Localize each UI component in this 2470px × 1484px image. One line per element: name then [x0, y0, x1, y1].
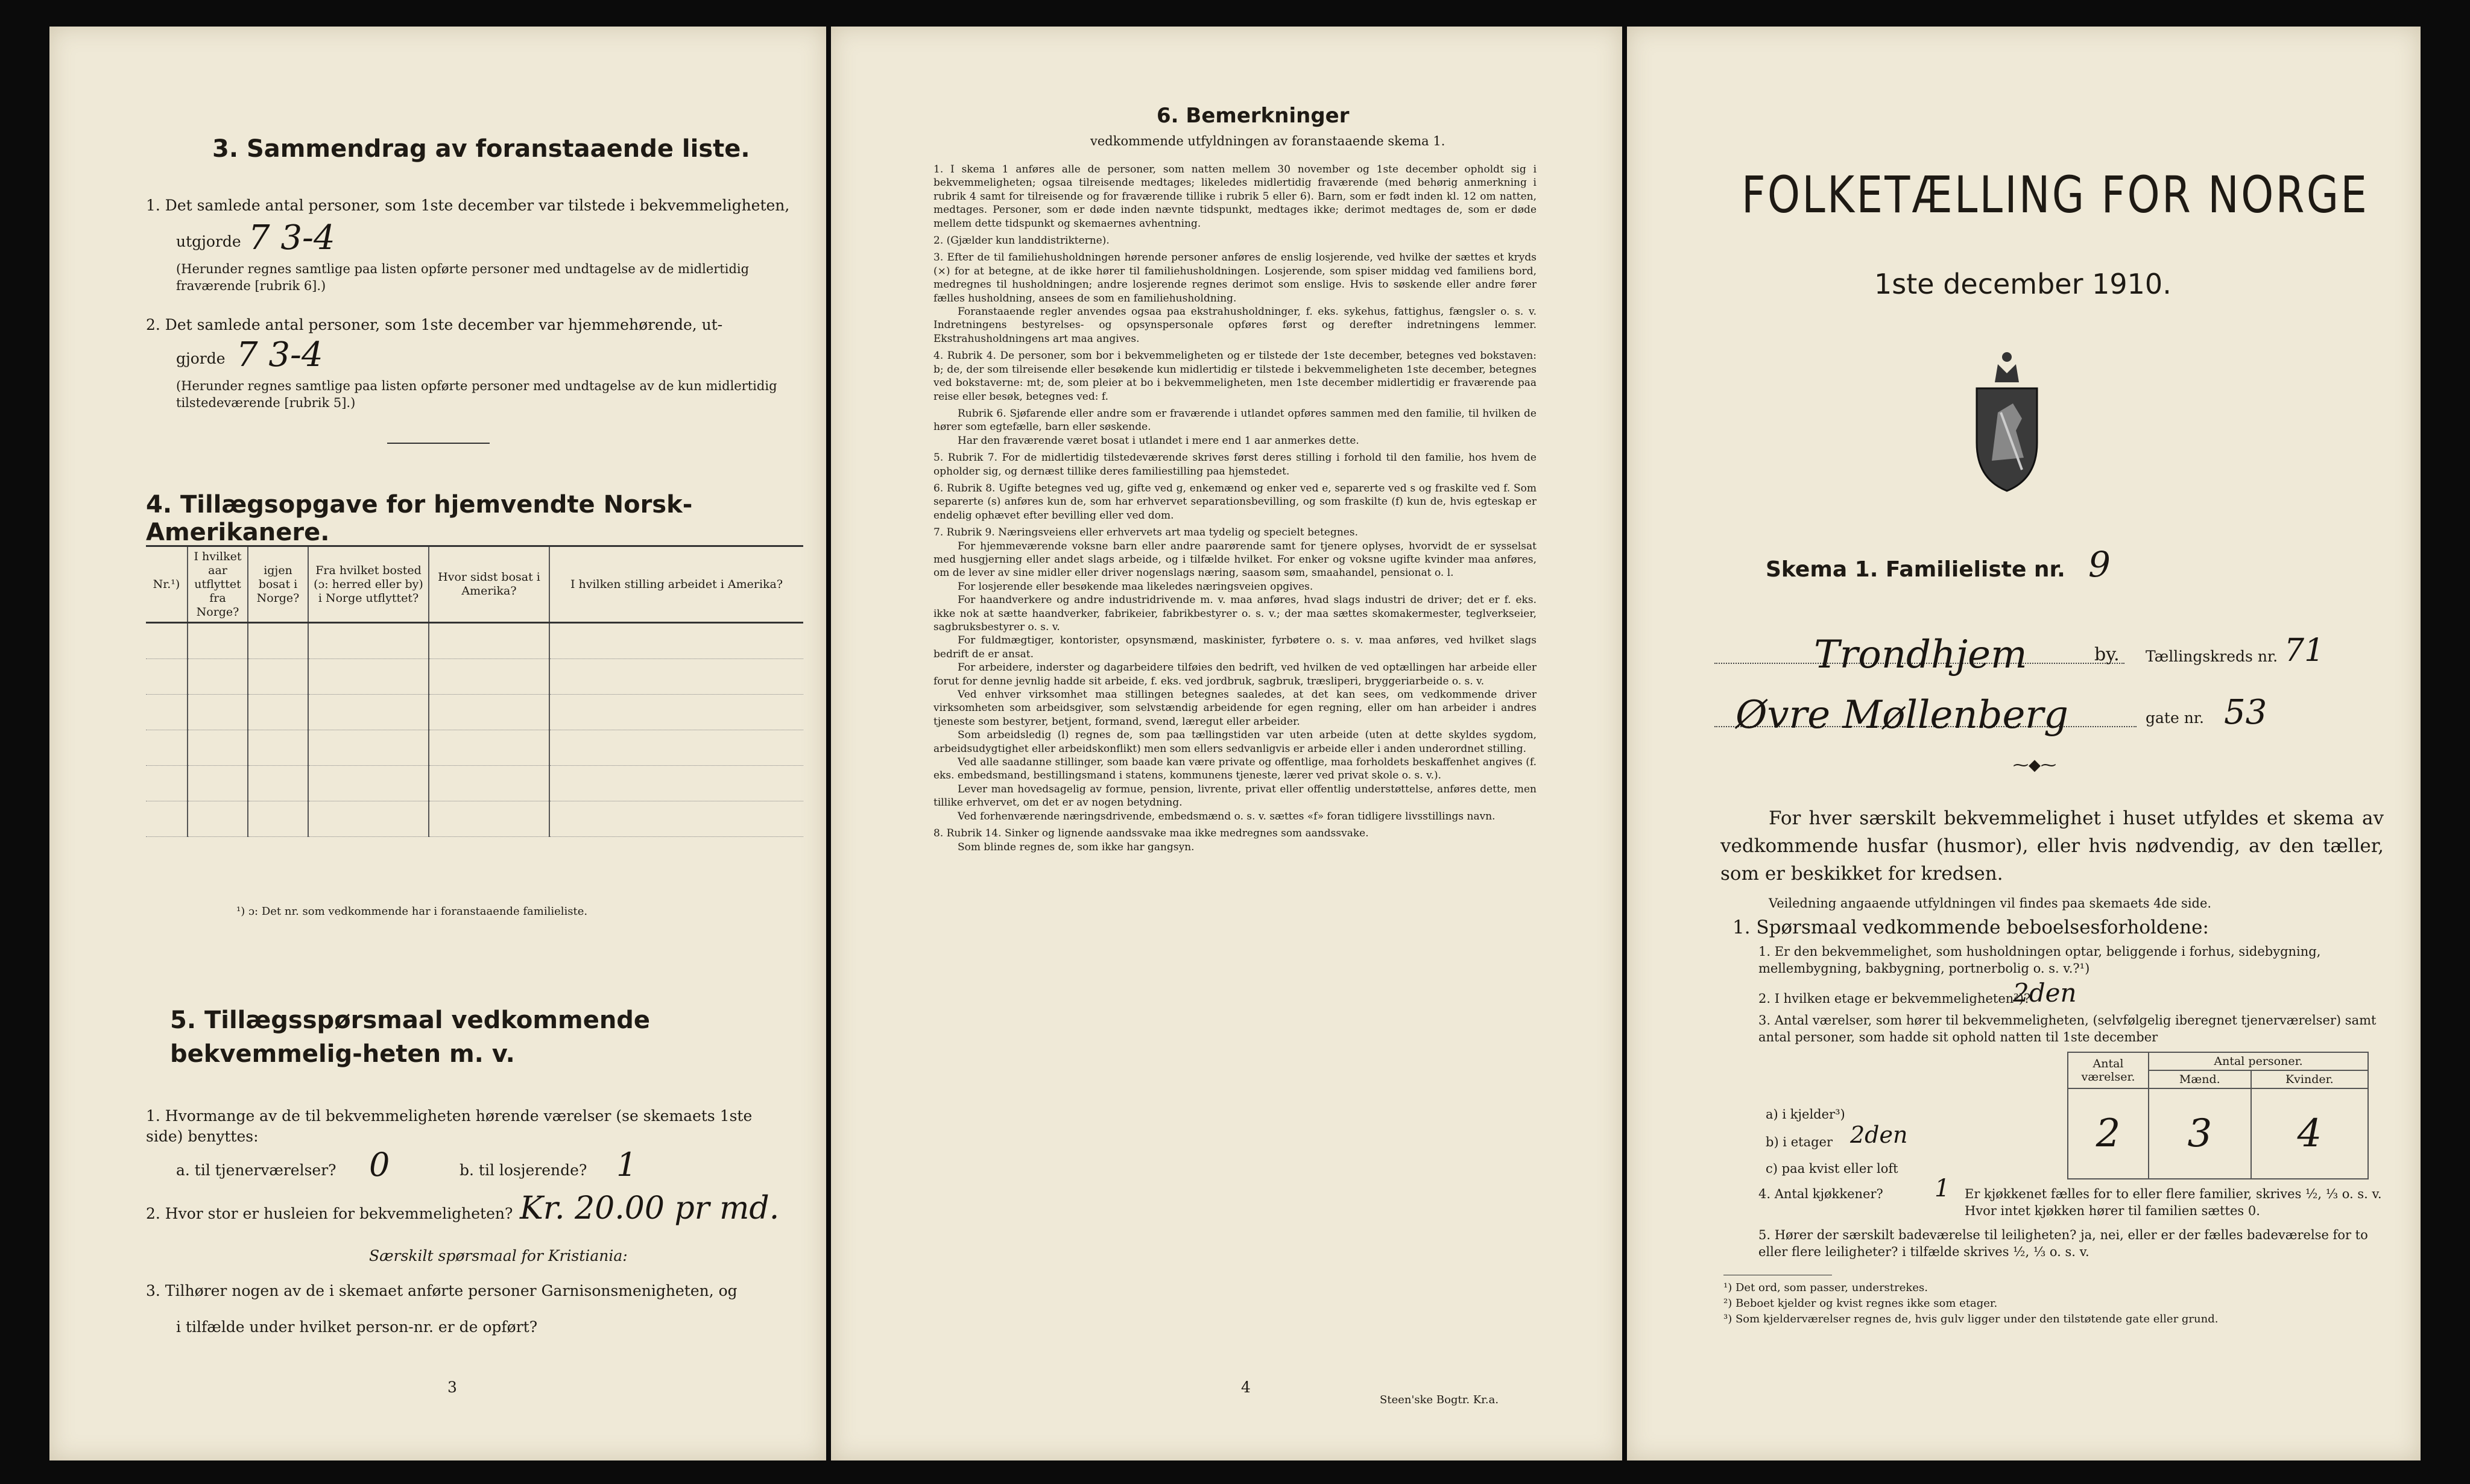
s3-q1-note: (Herunder regnes samtlige paa listen opførte personer med undtagelse av de midlertidig fraværende [rubrik 6].) [176, 262, 750, 293]
s5-question-3: 3. Tilhører nogen av de i skemaet anførte personer Garnisonsmenigheten, og [146, 1282, 738, 1299]
bemerkninger-subtitle: vedkommende utfyldningen av foranstaaende skema 1. [1090, 134, 1445, 148]
table-row [146, 659, 803, 695]
s5-question-2: 2. Hvor stor er husleien for bekvemmeligheten? [146, 1205, 513, 1222]
footnote-3: ³) Som kjelderværelser regnes de, hvis gulv ligger under den tilstøtende gate eller grund. [1723, 1313, 2219, 1325]
col-amerika: Hvor sidst bosat i Amerika? [429, 546, 549, 623]
bemerkninger-list [933, 163, 1537, 854]
header-men: Mænd. [2149, 1070, 2251, 1088]
s5-q1a-label: a. til tjenerværelser? [176, 1161, 336, 1179]
note: Ved enhver virksomhet maa stillingen betegnes saaledes, at det kan sees, om vedkommende driver virksomheten som arbeidsgiver, som selvstændig arbeidende for egen regning, eller om han arbeider i andres tjeneste som bestyrer, betjent, formand, svend, læregut eller arbeider. [933, 689, 1537, 728]
coat-of-arms-icon [1965, 340, 2049, 497]
questions-title: 1. Spørsmaal vedkommende beboelsesforholdene: [1732, 917, 2209, 938]
s5-question-3b: i tilfælde under hvilket person-nr. er de opført? [176, 1318, 538, 1336]
table-row [146, 730, 803, 766]
header-persons: Antal personer. [2149, 1052, 2368, 1070]
question-2: 2. I hvilken etage er bekvemmeligheten²)? [1758, 991, 2031, 1006]
table-row [146, 766, 803, 801]
skema-label: Skema 1. Familieliste nr. [1766, 557, 2065, 582]
section-4-title: 4. Tillægsopgave for hjemvendte Norsk-Amerikanere. [146, 491, 693, 546]
question-1: 1. Er den bekvemmelighet, som husholdningen optar, beliggende i forhus, sidebygning, mellembygning, bakbygning, portnerbolig o. s. v.?¹) [1758, 944, 2321, 976]
divider [387, 443, 490, 444]
page-number: 3 [447, 1378, 457, 1396]
note: For hjemmeværende voksne barn eller andre paarørende samt for tjenere oplyses, hvorvidt de er sysselsat med husgjerning eller andet slags arbeide, og i tilfælde hvilket. For enker og voksne ugifte kvinder maa anføres, om de lever av sine midler eller driver nogenslags næring, saasom søm, smaahandel, pensionat o. l. [933, 540, 1537, 579]
value-rooms: 2 [2068, 1088, 2149, 1179]
s5-kristiania: Særskilt spørsmaal for Kristiania: [369, 1247, 628, 1265]
note: Som arbeidsledig (l) regnes de, som paa tællingstiden var uten arbeide (uten at dette skyldes sygdom, arbeidsudygtighet eller arbeidskonflikt) men som ellers sedvanligvis er arbeide eller i anden underordnet stilling. [933, 729, 1537, 755]
note: For haandverkere og andre industridrivende m. v. maa anføres, hvad slags industri de driver; det er f. eks. ikke nok at sætte haandverker, fabrikeier, fabrikbestyrer o. s. v.; der maa sættes skomakermester, teglverkseier, sagbruksbestyrer o. s. v. [933, 594, 1537, 633]
rooms-persons-table [2067, 1052, 2369, 1179]
col-stilling: I hvilken stilling arbeidet i Amerika? [549, 546, 803, 623]
table-row [146, 801, 803, 837]
col-bosat: igjen bosat i Norge? [248, 546, 308, 623]
note: 3. Efter de til familiehusholdningen hørende personer anføres de enslig losjerende, ved hvilke der sættes et kryds (×) for at betegne, at de ikke hører til familiehusholdningen. Losjerende, som spiser middag ved familiens bord, medregnes til husholdningen; andre losjerende regnes derimot som enslige. Hvis to søskende eller andre fører fælles husholdning, ansees de som en familiehusholdning. [933, 251, 1537, 305]
row-kvist: c) paa kvist eller loft [1766, 1161, 1898, 1176]
note: Rubrik 6. Sjøfarende eller andre som er fraværende i utlandet opføres sammen med den familie, til hvilken de hører som egtefælle, barn eller søskende. [933, 407, 1537, 434]
value-men: 3 [2149, 1088, 2251, 1179]
note: 8. Rubrik 14. Sinker og lignende aandssvake maa ikke medregnes som aandssvake. [933, 827, 1369, 840]
page-middle [831, 27, 1622, 1460]
ornament-divider: ⁓◆⁓ [2013, 756, 2056, 774]
s3-q1-label: utgjorde [176, 233, 241, 250]
note: Ved alle saadanne stillinger, som baade kan være private og offentlige, maa forholdets beskaffenhet angives (f. eks. embedsmand, bestillingsmand i statens, kommunens tjeneste, lærer ved privat skole o. s. v.). [933, 756, 1537, 782]
s4-footnote: ¹) ɔ: Det nr. som vedkommende har i foranstaaende familieliste. [236, 905, 588, 918]
footnote-1: ¹) Det ord, som passer, understrekes. [1723, 1281, 1928, 1294]
question-2-value: 2den [2013, 978, 2077, 1008]
section-5-title: 5. Tillægsspørsmaal vedkommende bekvemmelig-heten m. v. [170, 1006, 651, 1068]
intro-text: For hver særskilt bekvemmelighet i huset utfyldes et skema av vedkommende husfar (husmor), eller hvis nødvendig, av den tæller, som er beskikket for kredsen. [1720, 807, 2384, 885]
gate-value: 53 [2224, 693, 2267, 732]
note: Har den fraværende været bosat i utlandet i mere end 1 aar anmerkes dette. [958, 434, 1359, 447]
note: For losjerende eller besøkende maa likeledes næringsveien opgives. [958, 580, 1313, 593]
s3-question-2: 2. Det samlede antal personer, som 1ste december var hjemmehørende, ut- [146, 316, 723, 333]
s5-q1b-value: 1 [616, 1146, 637, 1184]
note: 5. Rubrik 7. For de midlertidig tilstedeværende skrives først deres stilling i forhold til den familie, hos hvem de opholder sig, og dernæst tillike deres familiestilling paa hjemstedet. [933, 452, 1537, 478]
table-row [146, 623, 803, 659]
page-left [49, 27, 826, 1460]
footnote-2: ²) Beboet kjelder og kvist regnes ikke som etager. [1723, 1297, 1998, 1310]
col-utflyttet: I hvilket aar utflyttet fra Norge? [188, 546, 248, 623]
note: For arbeidere, inderster og dagarbeidere tilføies den bedrift, ved hvilken de ved optællingen har arbeide eller forut for denne jevnlig hadde sit arbeide, f. eks. ved jordbruk, sagbruk, træsliperi, bryggeriarbeide o. s. v. [933, 661, 1537, 687]
row-etager: b) i etager [1766, 1135, 1833, 1149]
question-5: 5. Hører der særskilt badeværelse til leiligheten? ja, nei, eller er der fælles badeværelse for to eller flere leiligheter? i tilfælde skrives ½, ⅓ o. s. v. [1758, 1228, 2368, 1259]
street-value: Øvre Møllenberg [1736, 693, 2068, 737]
s3-q2-value: 7 3-4 [236, 335, 323, 374]
s5-q1b-label: b. til losjerende? [460, 1161, 587, 1179]
intro-guidance: Veiledning angaaende utfyldningen vil findes paa skemaets 4de side. [1769, 896, 2212, 911]
note: Som blinde regnes de, som ikke har gangsyn. [958, 841, 1195, 853]
note: 7. Rubrik 9. Næringsveiens eller erhvervets art maa tydelig og specielt betegnes. [933, 526, 1358, 539]
col-nr: Nr.¹) [146, 546, 188, 623]
section-3-title: 3. Sammendrag av foranstaaende liste. [212, 135, 750, 163]
question-3: 3. Antal værelser, som hører til bekvemmeligheten, (selvfølgelig iberegnet tjenerværelser) samt antal personer, som hadde sit ophold natten til 1ste december [1758, 1013, 2377, 1044]
gate-label: gate nr. [2146, 709, 2204, 727]
header-rooms: Antal værelser. [2068, 1052, 2149, 1088]
question-4-text: Er kjøkkenet fælles for to eller flere familier, skrives ½, ⅓ o. s. v. Hvor intet kjøkken hører til familien sættes 0. [1965, 1187, 2382, 1218]
question-4-value: 1 [1935, 1175, 1950, 1202]
city-label: by. [2094, 644, 2120, 665]
census-date: 1ste december 1910. [1874, 268, 2172, 300]
value-women: 4 [2251, 1088, 2368, 1179]
header-women: Kvinder. [2251, 1070, 2368, 1088]
note: For fuldmægtiger, kontorister, opsynsmænd, maskinister, fyrbøtere o. s. v. maa anføres, ved hvilket slags bedrift de er ansat. [933, 634, 1537, 660]
bemerkninger-title: 6. Bemerkninger [1157, 104, 1350, 128]
s3-q2-note: (Herunder regnes samtlige paa listen opførte personer med undtagelse av de kun midlertidig tilstedeværende [rubrik 5].) [176, 379, 777, 410]
table-row [146, 695, 803, 730]
kreds-label: Tællingskreds nr. [2146, 648, 2278, 665]
s3-question-1: 1. Det samlede antal personer, som 1ste december var tilstede i bekvemmeligheten, [146, 197, 790, 214]
note: 4. Rubrik 4. De personer, som bor i bekvemmeligheten og er tilstede der 1ste december, betegnes ved bokstaven: b; de, der som tilreisende eller besøkende kun midlertidig er tilstede i bekvemmeligheten 1ste december, betegnes ved bokstaverne: mt; de, som pleier at bo i bekvemmeligheten, men 1ste december midlertidig er fraværende paa reise eller besøk, betegnes ved: f. [933, 350, 1537, 403]
note: Foranstaaende regler anvendes ogsaa paa ekstrahusholdninger, f. eks. sykehus, fattighus, fængsler o. s. v. Indretningens bestyrelses- og opsynspersonale opføres først og derefter indretningens lemmer. Ekstrahusholdningens art maa angives. [933, 306, 1537, 345]
note: Lever man hovedsagelig av formue, pension, livrente, privat eller offentlig understøttelse, anføres dette, men tillike erhvervet, om det er av nogen betydning. [933, 783, 1537, 809]
s5-q2-value: Kr. 20.00 pr md. [520, 1190, 780, 1227]
note: Ved forhenværende næringsdrivende, embedsmænd o. s. v. sættes «f» foran tidligere livsstillings navn. [958, 810, 1496, 823]
note: 2. (Gjælder kun landdistrikterne). [933, 235, 1110, 247]
s3-q2-label: gjorde [176, 350, 226, 367]
s3-q1-value: 7 3-4 [248, 218, 335, 257]
question-4: 4. Antal kjøkkener? [1758, 1187, 1883, 1201]
col-bosted: Fra hvilket bosted (ɔ: herred eller by) i Norge utflyttet? [308, 546, 429, 623]
norsk-amerikaner-table [146, 545, 803, 837]
page-right [1627, 27, 2421, 1460]
s5-q1a-value: 0 [369, 1146, 390, 1184]
row-kjelder: a) i kjelder³) [1766, 1107, 1845, 1122]
row-etager-value: 2den [1850, 1122, 1908, 1148]
note: 1. I skema 1 anføres alle de personer, som natten mellem 30 november og 1ste december opholdt sig i bekvemmeligheten; ogsaa tilreisende medtages; likeledes midlertidig fraværende (med behørig anmerkning i rubrik 4 samt for tilreisende og for fraværende tillike i rubrik 5 eller 6). Barn, som er født inden kl. 12 om natten, medtages. Personer, som er døde inden nævnte tidspunkt, medtages ikke; derimot medtages de, som er døde mellem dette tidspunkt og skemaernes avhentning. [933, 163, 1537, 230]
familieliste-number: 9 [2088, 544, 2111, 585]
main-title: FOLKETÆLLING FOR NORGE [1742, 165, 2369, 224]
printer-imprint: Steen'ske Bogtr. Kr.a. [1380, 1394, 1499, 1406]
kreds-value: 71 [2284, 633, 2325, 669]
page-number: 4 [1241, 1378, 1251, 1396]
city-value: Trondhjem [1814, 633, 2027, 677]
s5-question-1: 1. Hvormange av de til bekvemmeligheten hørende værelser (se skemaets 1ste side) benyttes: [146, 1107, 753, 1145]
note: 6. Rubrik 8. Ugifte betegnes ved ug, gifte ved g, enkemænd og enker ved e, separerte ved s og fraskilte ved f. Som separerte (s) anføres kun de, som har erhvervet separationsbevilling, og som fraskilte (f) kun de, hvis egteskap er endelig ophævet efter bevilling eller ved dom. [933, 482, 1537, 522]
